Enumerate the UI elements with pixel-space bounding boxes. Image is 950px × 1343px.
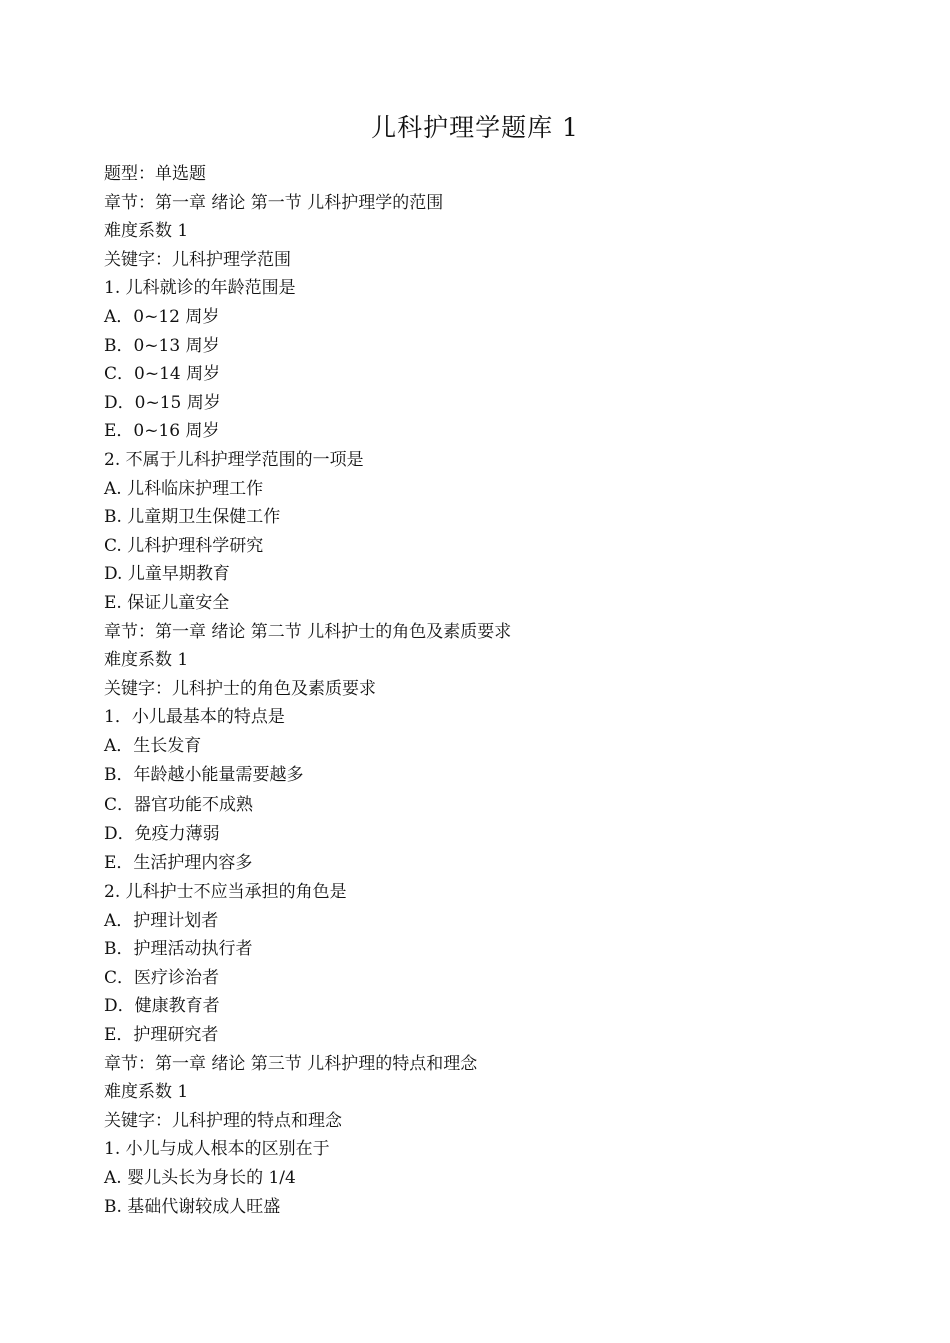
option-line: C．医疗诊治者	[104, 967, 220, 988]
option-line: D．0~15 周岁	[104, 392, 221, 413]
option-line: D．免疫力薄弱	[104, 824, 220, 845]
question-type-line: 题型：单选题	[104, 164, 206, 184]
question-line: 2. 儿科护士不应当承担的角色是	[104, 882, 347, 903]
option-line: C. 儿科护理科学研究	[104, 535, 264, 556]
option-line: C．0~14 周岁	[104, 364, 221, 385]
option-line: D. 儿童早期教育	[104, 564, 230, 585]
difficulty-line: 难度系数 1	[104, 650, 189, 671]
difficulty-line: 难度系数 1	[104, 221, 189, 242]
question-line: 1．小儿最基本的特点是	[104, 707, 285, 728]
chapter-line: 章节：第一章 绪论 第二节 儿科护士的角色及素质要求	[104, 621, 512, 642]
option-line: B．年龄越小能量需要越多	[104, 765, 304, 786]
option-line: A．生长发育	[104, 735, 202, 756]
keyword-line: 关键字：儿科护理学范围	[104, 249, 291, 270]
keyword-line: 关键字：儿科护理的特点和理念	[104, 1110, 342, 1131]
chapter-line: 章节：第一章 绪论 第三节 儿科护理的特点和理念	[104, 1053, 478, 1074]
option-line: B. 基础代谢较成人旺盛	[104, 1196, 281, 1217]
option-line: E．0~16 周岁	[104, 421, 220, 442]
keyword-line: 关键字：儿科护士的角色及素质要求	[104, 678, 376, 699]
option-line: A. 儿科临床护理工作	[104, 478, 264, 499]
option-line: E．护理研究者	[104, 1025, 219, 1045]
option-line: B．护理活动执行者	[104, 939, 253, 960]
option-line: D．健康教育者	[104, 996, 220, 1017]
question-line: 1. 儿科就诊的年龄范围是	[104, 278, 296, 299]
chapter-line: 章节：第一章 绪论 第一节 儿科护理学的范围	[104, 192, 444, 213]
option-line: A．0~12 周岁	[104, 306, 220, 327]
question-line: 2. 不属于儿科护理学范围的一项是	[104, 449, 364, 470]
option-line: E. 保证儿童安全	[104, 592, 230, 613]
question-line: 1. 小儿与成人根本的区别在于	[104, 1139, 330, 1160]
option-line: A. 婴儿头长为身长的 1/4	[104, 1167, 296, 1188]
option-line: B. 儿童期卫生保健工作	[104, 507, 281, 528]
option-line: A．护理计划者	[104, 910, 219, 931]
document-title: 儿科护理学题库 1	[371, 113, 579, 142]
difficulty-line: 难度系数 1	[104, 1082, 189, 1103]
option-line: E．生活护理内容多	[104, 853, 253, 874]
option-line: B．0~13 周岁	[104, 335, 220, 356]
document-body	[104, 160, 864, 1221]
option-line: C．器官功能不成熟	[104, 794, 254, 815]
